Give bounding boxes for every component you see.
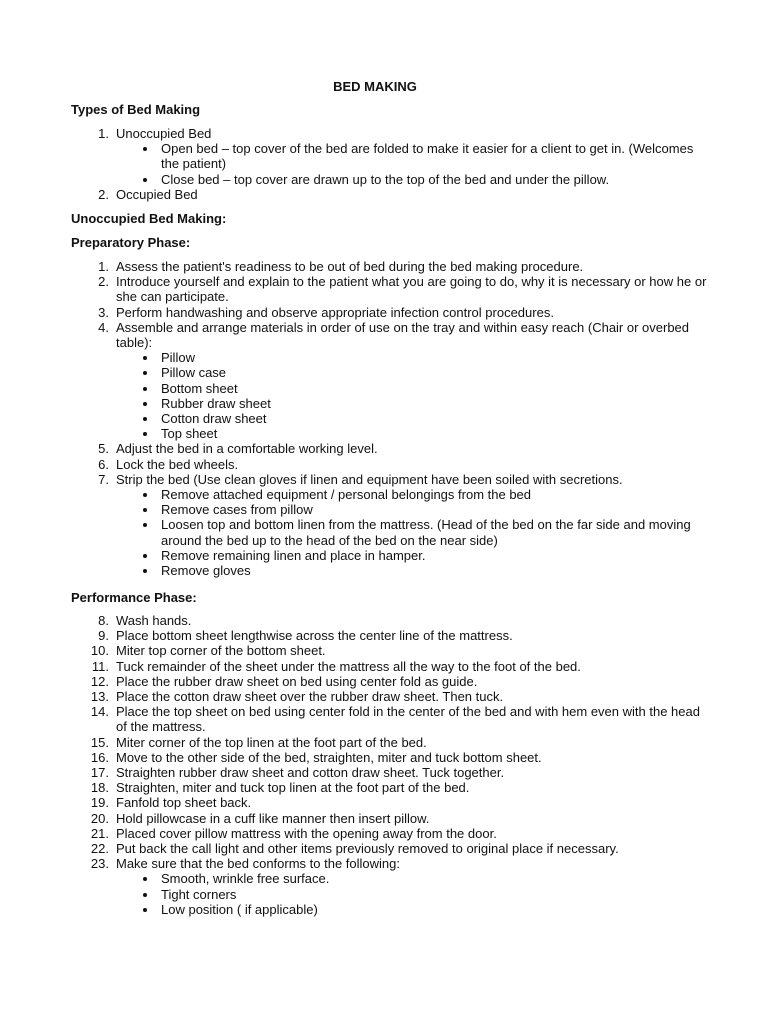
list-item <box>71 689 711 704</box>
list-item <box>71 643 711 658</box>
bullet-dot-icon <box>143 356 147 360</box>
bullet-dot-icon <box>143 508 147 512</box>
list-item <box>71 441 711 456</box>
bullet-text: Remove gloves <box>161 563 251 579</box>
item-number: 18. <box>90 780 109 796</box>
bullet-item <box>71 396 711 411</box>
list-item <box>71 320 711 350</box>
item-number: 1. <box>98 126 109 141</box>
list-item <box>71 274 711 304</box>
item-number: 2. <box>98 274 109 290</box>
list-item <box>71 457 711 472</box>
document-title: BED MAKING <box>333 79 417 94</box>
item-text: Unoccupied Bed <box>116 126 212 141</box>
item-text: Lock the bed wheels. <box>116 456 239 472</box>
item-text: Placed cover pillow mattress with the opening away from the door. <box>116 825 497 841</box>
bullet-text: Tight corners <box>161 886 237 902</box>
bullet-text: Close bed – top cover are drawn up to the top of the bed and under the pillow. <box>161 171 610 187</box>
list-item <box>71 795 711 810</box>
item-text: Perform handwashing and observe appropriate infection control procedures. <box>116 304 554 320</box>
bullet-item <box>71 426 711 441</box>
item-text: Assemble and arrange materials in order of use on the tray and within easy reach (Chair or overbed table): <box>116 319 690 351</box>
list-item <box>71 613 711 628</box>
item-text: Occupied Bed <box>116 186 198 202</box>
item-number: 1. <box>98 259 109 274</box>
item-text: Wash hands. <box>116 613 192 628</box>
list-item <box>71 856 711 871</box>
item-text: Place bottom sheet lengthwise across the center line of the mattress. <box>116 628 513 644</box>
preparatory-list <box>71 259 711 578</box>
item-text: Introduce yourself and explain to the patient what you are going to do, why it is necessary or how he or she can participate. <box>116 274 707 305</box>
bullet-dot-icon <box>143 893 147 897</box>
bullet-item <box>71 172 711 187</box>
item-number: 16. <box>90 749 109 765</box>
item-number: 2. <box>98 186 109 202</box>
item-number: 10. <box>90 643 109 659</box>
bullet-dot-icon <box>143 908 147 912</box>
bullet-text: Loosen top and bottom linen from the mattress. (Head of the bed on the far side and moving around the bed up to the head of the bed on the near side) <box>161 517 691 548</box>
bullet-item <box>71 502 711 517</box>
preparatory-heading: Preparatory Phase: <box>71 235 191 250</box>
bullet-item <box>71 548 711 563</box>
item-number: 3. <box>98 304 109 320</box>
list-item <box>71 126 711 141</box>
bullet-text: Low position ( if applicable) <box>161 901 318 917</box>
list-item <box>71 472 711 487</box>
item-text: Hold pillowcase in a cuff like manner then insert pillow. <box>116 810 430 826</box>
item-text: Place the top sheet on bed using center fold in the center of the bed and with hem even with the head of the mattress. <box>116 704 700 735</box>
item-number: 6. <box>98 456 109 472</box>
bullet-dot-icon <box>143 432 147 436</box>
item-text: Adjust the bed in a comfortable working level. <box>116 441 378 457</box>
bullet-text: Bottom sheet <box>161 380 238 396</box>
item-number: 17. <box>90 765 109 781</box>
list-item <box>71 259 711 274</box>
item-number: 14. <box>90 704 109 720</box>
bullet-dot-icon <box>143 178 147 182</box>
item-text: Miter top corner of the bottom sheet. <box>116 643 326 659</box>
item-number: 23. <box>90 856 109 872</box>
bullet-text: Remove attached equipment / personal belongings from the bed <box>161 487 532 503</box>
item-text: Straighten rubber draw sheet and cotton draw sheet. Tuck together. <box>116 765 505 781</box>
bullet-text: Pillow case <box>161 365 227 381</box>
bullet-item <box>71 563 711 578</box>
item-text: Strip the bed (Use clean gloves if linen and equipment have been soiled with secretions. <box>116 471 623 487</box>
bullet-dot-icon <box>143 147 147 151</box>
item-text: Move to the other side of the bed, straighten, miter and tuck bottom sheet. <box>116 749 542 765</box>
list-item <box>71 305 711 320</box>
item-number: 4. <box>98 319 109 335</box>
performance-heading: Performance Phase: <box>71 590 197 605</box>
list-item <box>71 811 711 826</box>
bullet-dot-icon <box>143 877 147 881</box>
list-item <box>71 735 711 750</box>
bullet-dot-icon <box>143 523 147 527</box>
bullet-text: Cotton draw sheet <box>161 411 267 427</box>
bullet-item <box>71 381 711 396</box>
item-number: 11. <box>91 658 109 674</box>
bullet-text: Remove cases from pillow <box>161 502 313 518</box>
list-item <box>71 628 711 643</box>
bullet-item <box>71 411 711 426</box>
item-number: 5. <box>98 441 109 457</box>
bullet-text: Rubber draw sheet <box>161 395 271 411</box>
bullet-item <box>71 902 711 917</box>
bullet-item <box>71 350 711 365</box>
bullet-text: Smooth, wrinkle free surface. <box>161 871 330 887</box>
bullet-list <box>71 141 711 187</box>
list-item <box>71 659 711 674</box>
item-text: Put back the call light and other items previously removed to original place if necessary. <box>116 841 619 857</box>
bullet-list <box>71 487 711 578</box>
bullet-dot-icon <box>143 371 147 375</box>
bullet-text: Open bed – top cover of the bed are folded to make it easier for a client to get in. (Welcomes the patient) <box>161 141 694 172</box>
item-number: 7. <box>98 471 109 487</box>
types-list <box>71 126 711 202</box>
bullet-dot-icon <box>143 569 147 573</box>
list-item <box>71 187 711 202</box>
item-text: Tuck remainder of the sheet under the mattress all the way to the foot of the bed. <box>116 658 581 674</box>
bullet-item <box>71 871 711 886</box>
item-number: 19. <box>90 795 109 811</box>
bullet-list <box>71 871 711 917</box>
bullet-dot-icon <box>143 493 147 497</box>
item-text: Miter corner of the top linen at the foot part of the bed. <box>116 734 427 750</box>
list-item <box>71 674 711 689</box>
item-number: 9. <box>98 628 109 644</box>
bullet-dot-icon <box>143 554 147 558</box>
item-text: Place the cotton draw sheet over the rubber draw sheet. Then tuck. <box>116 689 504 705</box>
bullet-text: Remove remaining linen and place in hamper. <box>161 547 426 563</box>
list-item <box>71 704 711 734</box>
types-heading: Types of Bed Making <box>71 102 201 117</box>
item-number: 13. <box>90 689 109 705</box>
bullet-item <box>71 141 711 171</box>
bullet-dot-icon <box>143 387 147 391</box>
bullet-item <box>71 517 711 547</box>
item-number: 8. <box>98 613 109 628</box>
item-number: 12. <box>90 673 109 689</box>
bullet-list <box>71 350 711 441</box>
item-text: Fanfold top sheet back. <box>116 795 252 811</box>
bullet-text: Pillow <box>161 350 195 366</box>
item-text: Assess the patient's readiness to be out of bed during the bed making procedure. <box>116 259 584 274</box>
list-item <box>71 841 711 856</box>
item-number: 15. <box>90 734 109 750</box>
item-text: Straighten, miter and tuck top linen at the foot part of the bed. <box>116 780 470 796</box>
item-number: 21. <box>90 825 109 841</box>
list-item <box>71 750 711 765</box>
bullet-item <box>71 365 711 380</box>
unoccupied-heading: Unoccupied Bed Making: <box>71 211 227 226</box>
bullet-text: Top sheet <box>161 426 218 442</box>
bullet-dot-icon <box>143 402 147 406</box>
bullet-item <box>71 487 711 502</box>
item-number: 20. <box>90 810 109 826</box>
list-item <box>71 765 711 780</box>
item-text: Place the rubber draw sheet on bed using center fold as guide. <box>116 673 478 689</box>
bullet-item <box>71 887 711 902</box>
list-item <box>71 826 711 841</box>
list-item <box>71 780 711 795</box>
item-number: 22. <box>90 841 109 857</box>
item-text: Make sure that the bed conforms to the following: <box>116 856 400 872</box>
performance-list <box>71 613 711 917</box>
bullet-dot-icon <box>143 417 147 421</box>
